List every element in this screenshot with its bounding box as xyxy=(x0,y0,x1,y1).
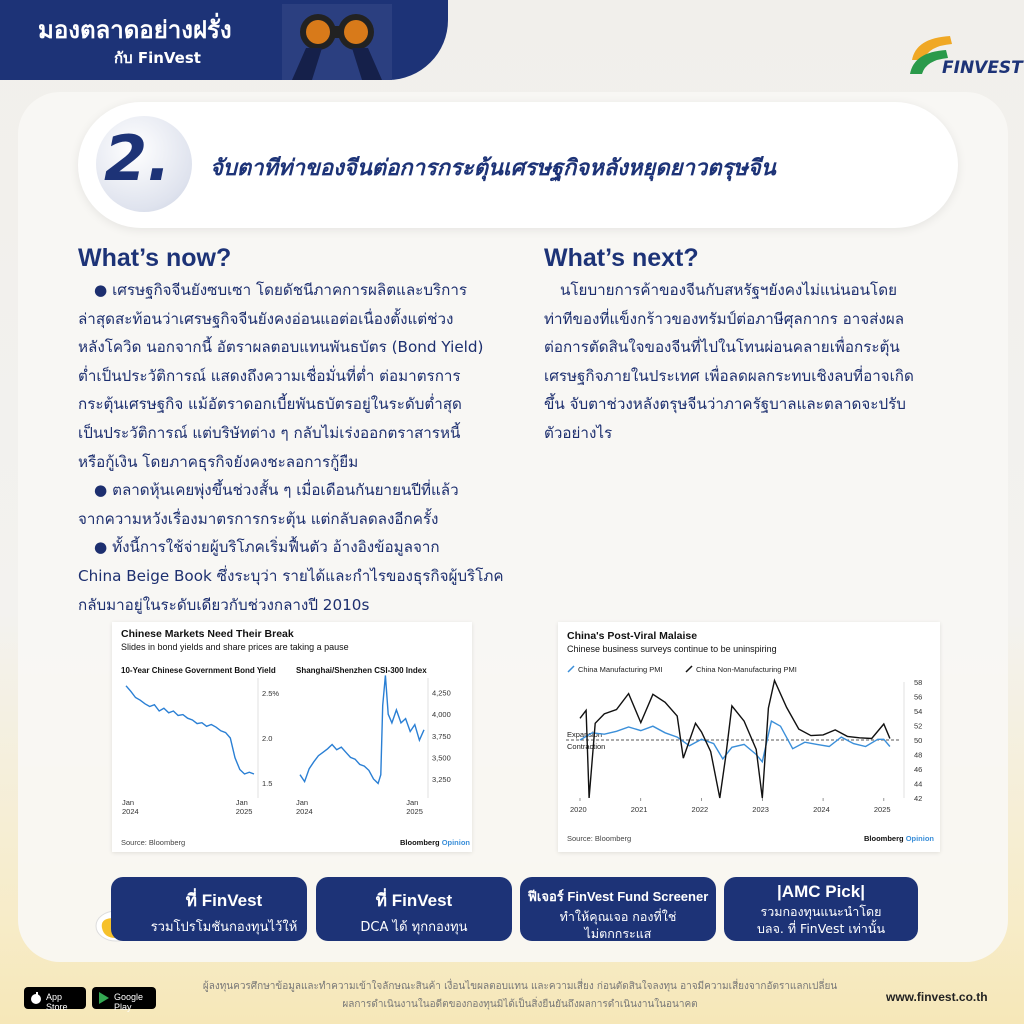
chart1-panel0-xtick: Jan xyxy=(235,798,248,807)
chart1-panel0-xtick: 2024 xyxy=(122,807,139,816)
disclaimer xyxy=(195,978,845,1014)
chart2-ytick: 52 xyxy=(914,721,923,731)
chart2-legend-swatch xyxy=(568,666,574,672)
chart1-title: Chinese Markets Need Their Break xyxy=(121,628,294,640)
whats-now-line: หลังโควิด นอกจากนี้ อัตราผลตอบแทนพันธบัตร (Bond Yield) xyxy=(78,338,484,357)
whats-next-line: นโยบายการค้าของจีนกับสหรัฐฯยังคงไม่แน่นอนโดย xyxy=(560,281,897,299)
whats-now-line: เป็นประวัติการณ์ แต่บริษัทต่าง ๆ กลับไม่เร่งออกตราสารหนี้ xyxy=(78,423,461,442)
chart1-panel1-xtick: Jan xyxy=(406,798,419,807)
chart2-ytick: 46 xyxy=(914,765,923,774)
chart1-panel1-series-line xyxy=(300,675,424,783)
chart2-series-line-0 xyxy=(580,721,890,762)
dca-button-desc: DCA ได้ ทุกกองทุน xyxy=(360,920,468,935)
chart2-ytick: 54 xyxy=(914,707,923,716)
chart1-panel0-ytick: 2.5% xyxy=(262,689,280,698)
chart2-xtick: 2025 xyxy=(873,805,891,814)
chart2-xtick: 2022 xyxy=(691,805,709,814)
chart2-xtick: 2021 xyxy=(630,805,648,814)
chart1-brand xyxy=(400,838,470,847)
chart2-subtitle: Chinese business surveys continue to be uninspiring xyxy=(567,644,777,654)
whats-next-text xyxy=(544,276,974,448)
whats-now-line: หรือกู้เงิน โดยภาคธุรกิจยังคงชะลอการกู้ยืม xyxy=(78,452,359,471)
chart1-panel1-xtick: Jan xyxy=(296,798,309,807)
chart-card-markets xyxy=(112,622,472,852)
chart2-ytick: 44 xyxy=(914,779,923,789)
disclaimer-line-1: ผู้ลงทุนควรศึกษาข้อมูลและทำความเข้าใจลักษณะสินค้า เงื่อนไขผลตอบแทน และความเสี่ยง ก่อนตัดสินใจลงทุน อาจมีความเสี่ยงจากอัตราแลกเปลี่ยน xyxy=(202,981,838,992)
amc-pick-desc-2: บลจ. ที่ FinVest เท่านั้น xyxy=(756,921,886,936)
whats-now-line: ล่าสุดสะท้อนว่าเศรษฐกิจจีนยังคงอ่อนแอต่อเนื่องตั้งแต่ช่วง xyxy=(78,309,454,328)
chart2-legend-label: China Manufacturing PMI xyxy=(578,665,663,674)
chart1-panel1-ytick: 3,750 xyxy=(432,731,451,741)
whats-next-line: ขึ้น จับตาช่วงหลังตรุษจีนว่าภาครัฐบาลและตลาดจะปรับ xyxy=(544,395,906,414)
chart1-panel1-ytick: 4,000 xyxy=(432,710,451,720)
google-play-label: Google Play xyxy=(114,992,144,1012)
whats-next-line: ต่อการตัดสินใจของจีนที่ไปในโทนผ่อนคลายเพื่อกระตุ้น xyxy=(544,338,900,357)
dca-button[interactable] xyxy=(316,877,512,941)
whats-next-line: ตัวอย่างไร xyxy=(544,423,613,442)
whats-next-line: ท่าทีของที่แข็งกร้าวของทรัมป์ต่อภาษีศุลกากร อาจส่งผล xyxy=(544,309,905,328)
chart2-title: China's Post-Viral Malaise xyxy=(567,630,698,642)
chart2-ytick: 56 xyxy=(914,692,923,702)
chart1-panel0-series-line xyxy=(126,686,254,774)
chart1-panel2-title: Shanghai/Shenzhen CSI-300 Index xyxy=(296,666,427,675)
series-header-badge xyxy=(0,0,448,80)
chart1-panel0-ytick: 2.0 xyxy=(262,734,273,743)
chart1-panel1-title: 10-Year Chinese Government Bond Yield xyxy=(121,666,276,675)
google-play-badge[interactable] xyxy=(92,987,156,1012)
app-store-label: App Store xyxy=(46,992,68,1012)
whats-now-heading: What’s now? xyxy=(78,244,232,272)
app-store-badge[interactable] xyxy=(24,987,86,1012)
promo-button-desc: รวมโปรโมชันกองทุนไว้ให้ xyxy=(150,920,298,935)
chart2-brand-name: Bloomberg xyxy=(864,834,904,843)
amc-pick-title: |AMC Pick| xyxy=(777,882,865,901)
chart1-panel0-xtick: 2025 xyxy=(235,807,253,816)
whats-now-line: ต่ำเป็นประวัติการณ์ แสดงถึงความเชื่อมั่นที่ต่ำ ต่อมาตรการ xyxy=(78,366,461,385)
chart2-xtick: 2024 xyxy=(813,805,830,814)
chart2-expansion-label: Expansion xyxy=(567,730,603,739)
whats-now-line: จากความหวังเรื่องมาตรการกระตุ้น แต่กลับลดลงอีกครั้ง xyxy=(78,509,439,528)
chart2-legend-label: China Non-Manufacturing PMI xyxy=(696,665,797,674)
topic-title: จับตาทีท่าของจีนต่อการกระตุ้นเศรษฐกิจหลังหยุดยาวตรุษจีน xyxy=(210,156,776,181)
amc-pick-desc-1: รวมกองทุนแนะนำโดย xyxy=(760,904,882,919)
dca-button-title: ที่ FinVest xyxy=(375,891,453,910)
chart1-brand-name: Bloomberg xyxy=(400,838,440,847)
whats-next-heading: What’s next? xyxy=(544,244,699,272)
chart1-subtitle: Slides in bond yields and share prices are taking a pause xyxy=(121,642,349,652)
disclaimer-line-2: ผลการดำเนินงานในอดีตของกองทุนมิได้เป็นสิ่งยืนยันถึงผลการดำเนินงานในอนาคต xyxy=(342,999,698,1010)
whats-now-line: กลับมาอยู่ในระดับเดียวกับช่วงกลางปี 2010s xyxy=(78,595,370,614)
whats-now-line: China Beige Book ซึ่งระบุว่า รายได้และกำไรของธุรกิจผู้บริโภค xyxy=(78,566,504,585)
series-subtitle: กับ FinVest xyxy=(114,49,201,67)
chart2-ytick: 42 xyxy=(914,794,923,803)
google-play-icon xyxy=(97,991,111,1005)
chart1-brand-opinion: Opinion xyxy=(441,838,471,847)
chart1-panel1-ytick: 3,500 xyxy=(432,753,451,763)
topic-number: 2. xyxy=(104,122,171,195)
chart2-brand xyxy=(864,834,934,843)
chart2-xtick: 2020 xyxy=(570,805,587,814)
fund-screener-desc-1: ทำให้คุณเจอ กองที่ใช่ xyxy=(559,909,677,924)
series-title: มองตลาดอย่างฝรั่ง xyxy=(38,16,232,44)
whats-now-line: ● ตลาดหุ้นเคยพุ่งขึ้นช่วงสั้น ๆ เมื่อเดือนกันยายนปีที่แล้ว xyxy=(94,481,459,500)
chart2-series-line-1 xyxy=(580,681,890,799)
chart2-brand-opinion: Opinion xyxy=(905,834,935,843)
promo-button-title: ที่ FinVest xyxy=(185,891,263,910)
chart1-panel0-xtick: Jan xyxy=(122,798,135,807)
whats-now-line: กระตุ้นเศรษฐกิจ แม้อัตราดอกเบี้ยพันธบัตรอยู่ในระดับต่ำสุด xyxy=(78,395,462,414)
whats-next-line: เศรษฐกิจภายในประเทศ เพื่อลดผลกระทบเชิงลบที่อาจเกิด xyxy=(544,366,914,385)
chart1-panel1-xtick: 2024 xyxy=(296,807,313,816)
chart1-source: Source: Bloomberg xyxy=(121,838,186,847)
promo-button[interactable] xyxy=(111,877,307,941)
apple-icon xyxy=(29,991,43,1005)
chart2-ytick: 50 xyxy=(914,736,923,745)
website-url: www.finvest.co.th xyxy=(886,990,988,1004)
chart2-source: Source: Bloomberg xyxy=(567,834,632,843)
amc-pick-button[interactable] xyxy=(724,877,918,941)
chart1-panel0-ytick: 1.5 xyxy=(262,779,273,788)
whats-now-line: ● ทั้งนี้การใช้จ่ายผู้บริโภคเริ่มฟื้นตัว อ้างอิงข้อมูลจาก xyxy=(94,538,440,557)
binoculars-icon xyxy=(282,4,392,80)
chart2-ytick: 58 xyxy=(914,678,923,687)
chart2-ytick: 48 xyxy=(914,750,923,760)
chart2-legend-swatch xyxy=(686,666,692,672)
fund-screener-title: ฟีเจอร์ FinVest Fund Screener xyxy=(527,889,709,904)
chart2-xtick: 2023 xyxy=(752,805,769,814)
chart1-panel1-ytick: 4,250 xyxy=(432,688,451,698)
whats-now-line: ● เศรษฐกิจจีนยังซบเซา โดยดัชนีภาคการผลิตและบริการ xyxy=(94,281,468,299)
chart1-panel1-ytick: 3,250 xyxy=(432,775,451,785)
chart2-contraction-label: Contraction xyxy=(567,742,606,751)
chart1-svg xyxy=(112,622,472,852)
chart1-panel1-xtick: 2025 xyxy=(406,807,423,816)
whats-now-text xyxy=(78,276,528,619)
fund-screener-desc-2: ไม่ตกกระแส xyxy=(584,926,652,941)
chart-card-pmi xyxy=(558,622,940,852)
logo-text: FINVEST xyxy=(942,58,1023,78)
fund-screener-button[interactable] xyxy=(520,877,716,941)
chart2-svg xyxy=(558,622,940,852)
